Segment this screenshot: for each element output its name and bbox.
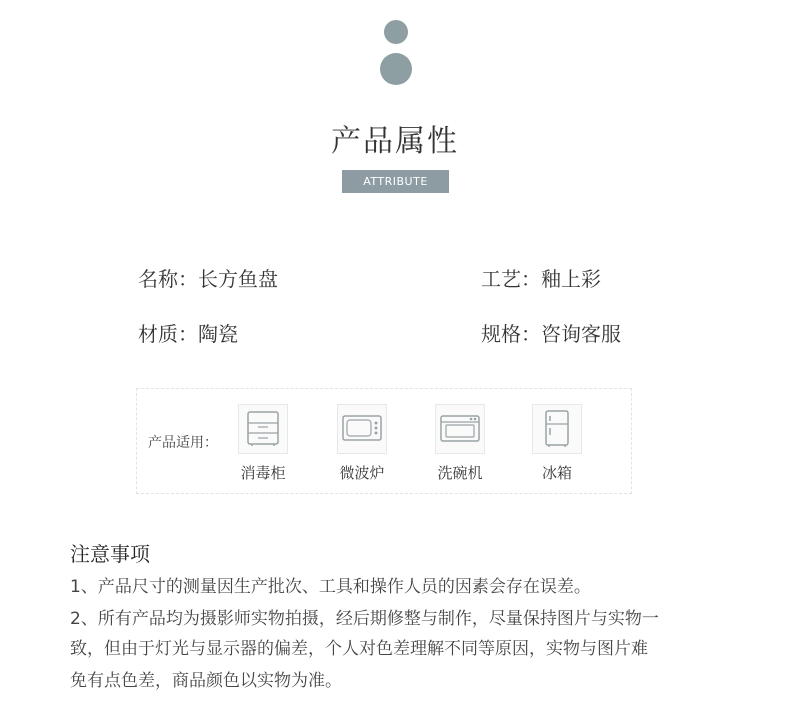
refrigerator-icon	[532, 404, 582, 454]
disinfection-cabinet-icon	[238, 404, 288, 454]
appliance-label: 消毒柜	[240, 464, 286, 482]
large-dot	[380, 53, 412, 85]
appliance-refrigerator	[517, 404, 597, 483]
notes-line: 免有点色差，商品颜色以实物为准。	[70, 671, 342, 691]
appliance-label: 微波炉	[339, 464, 385, 482]
appliance-dishwasher	[420, 404, 500, 483]
notes-title: 注意事项	[70, 542, 150, 566]
section-title: 产品属性	[331, 124, 459, 159]
decorative-dots	[0, 0, 790, 100]
microwave-icon	[337, 404, 387, 454]
appliance-disinfection-cabinet	[223, 404, 303, 483]
attribute-material: 材质：陶瓷	[138, 322, 238, 346]
appliance-microwave	[322, 404, 402, 483]
attribute-craft: 工艺：釉上彩	[481, 267, 601, 291]
small-dot	[384, 20, 408, 44]
dishwasher-icon	[435, 404, 485, 454]
notes-line: 2、所有产品均为摄影师实物拍摄，经后期修整与制作，尽量保持图片与实物一	[70, 609, 659, 629]
notes-line: 1、产品尺寸的测量因生产批次、工具和操作人员的因素会存在误差。	[70, 577, 591, 597]
attribute-name: 名称：长方鱼盘	[138, 267, 278, 291]
appliance-label: 洗碗机	[437, 464, 483, 482]
notes-line: 致，但由于灯光与显示器的偏差，个人对色差理解不同等原因，实物与图片难	[70, 639, 648, 659]
attribute-badge: ATTRIBUTE	[342, 170, 449, 193]
attribute-spec: 规格：咨询客服	[481, 322, 621, 346]
appliance-label: 冰箱	[541, 464, 572, 482]
usage-label: 产品适用：	[148, 435, 218, 451]
